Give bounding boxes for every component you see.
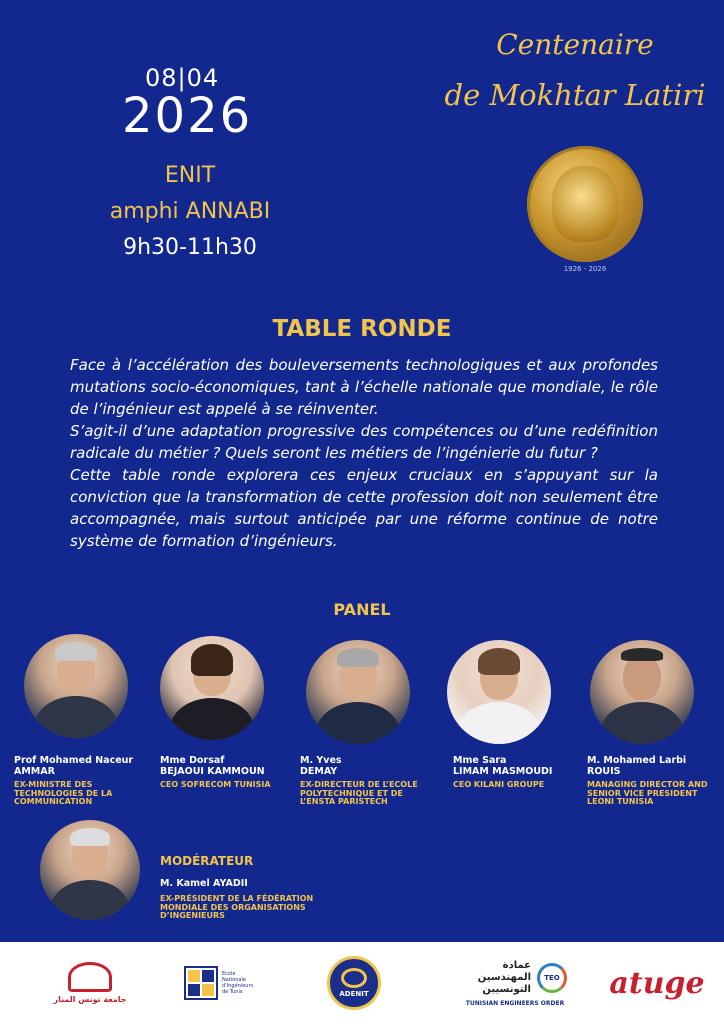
speaker-name-last: AMMAR	[14, 766, 55, 777]
speaker-bejaoui	[160, 755, 290, 790]
speaker-role: EX-DIRECTEUR DE L’ECOLE POLYTECHNIQUE ET DE L’ENSTA PARISTECH	[300, 780, 418, 806]
panel-title: PANEL	[333, 600, 391, 619]
moderator-photo	[40, 820, 140, 920]
moderator-role: EX-PRÉSIDENT DE LA FÉDÉRATION MONDIALE DES ORGANISATIONS D’INGENIEURS	[160, 894, 314, 920]
atuge-text: atuge	[609, 965, 705, 1001]
event-year: 2026	[122, 88, 253, 144]
moderator-title: MODÉRATEUR	[160, 854, 254, 868]
speaker-name-first: M. Mohamed Larbi	[587, 755, 687, 766]
speaker-name-first: Mme Dorsaf	[160, 755, 225, 766]
enit-logo	[180, 952, 260, 1014]
description-paragraph: S’agit-il d’une adaptation progressive des compétences ou d’une redéfinition radicale du métier ? Quels seront les métiers de l’ingénierie du futur ?	[70, 422, 658, 462]
speaker-name-last: LIMAM MASMOUDI	[453, 766, 553, 777]
centenary-line1: Centenaire	[496, 28, 654, 61]
speaker-role: EX-MINISTRE DES TECHNOLOGIES DE LA COMMUNICATION	[14, 780, 113, 806]
speaker-role: MANAGING DIRECTOR AND SENIOR VICE PRESIDENT LEONI TUNISIA	[587, 780, 708, 806]
description-paragraph: Face à l’accélération des bouleversements technologiques et aux profondes mutations socio-économiques, tant à l’échelle nationale que mondiale, le rôle de l’ingénieur est appelé à se réinventer.	[70, 356, 658, 418]
speaker-limam	[453, 755, 573, 790]
description	[70, 354, 658, 552]
speaker-name-first: M. Yves	[300, 755, 342, 766]
logo-footer	[0, 942, 724, 1024]
enit-emblem-icon	[184, 966, 218, 1000]
speaker-photo-limam	[447, 640, 551, 744]
page-title: TABLE RONDE	[272, 316, 452, 342]
adenit-emblem-icon	[327, 956, 381, 1010]
atuge-logo	[609, 952, 705, 1014]
speaker-photo-demay	[306, 640, 410, 744]
moderator-info	[160, 878, 360, 921]
event-day-month: 08|04	[145, 64, 220, 92]
speaker-name-last: DEMAY	[300, 766, 338, 777]
oit-arabic-text: عمادة المهندسين التونسيين	[477, 959, 531, 995]
speaker-photo-bejaoui	[160, 636, 264, 740]
speaker-demay	[300, 755, 440, 807]
event-time: 9h30-11h30	[123, 235, 257, 260]
speaker-name-last: ROUIS	[587, 766, 621, 777]
adenit-logo	[322, 952, 386, 1014]
centenary-line2: de Mokhtar Latiri	[444, 78, 706, 112]
description-paragraph: Cette table ronde explorera ces enjeux cruciaux en s’appuyant sur la conviction que la transformation de cette profession doit non seulement être accompagnée, mais surtout anticipée par une réforme continue de notre système de formation d’ingénieurs.	[70, 466, 658, 550]
adenit-text: ADENIT	[339, 990, 369, 998]
event-venue-room: amphi ANNABI	[109, 199, 271, 224]
medal-face	[552, 166, 618, 242]
tunis-elmanar-emblem-icon	[68, 962, 112, 992]
teo-emblem-icon: TEO	[537, 963, 567, 993]
oit-logo	[455, 952, 575, 1014]
tunis-elmanar-logo	[50, 952, 130, 1014]
event-venue-school: ENIT	[164, 163, 216, 188]
speaker-name-last: BEJAOUI KAMMOUN	[160, 766, 265, 777]
speaker-role: CEO KILANI GROUPE	[453, 780, 545, 789]
speaker-rouis	[587, 755, 717, 807]
speaker-name-first: Prof Mohamed Naceur	[14, 755, 134, 766]
speaker-role: CEO SOFRECOM TUNISIA	[160, 780, 271, 789]
speaker-name-first: Mme Sara	[453, 755, 507, 766]
enit-text: Ecole Nationale d’Ingénieurs de Tunis	[222, 971, 254, 995]
tunis-elmanar-text: جامعة تونس المنار	[53, 995, 127, 1004]
speaker-photo-rouis	[590, 640, 694, 744]
speaker-photo-ammar	[24, 634, 128, 738]
speaker-ammar	[14, 755, 154, 807]
medal-years: 1926 - 2026	[563, 265, 607, 273]
oit-latin-text: TUNISIAN ENGINEERS ORDER	[465, 999, 565, 1007]
moderator-name: M. Kamel AYADII	[160, 878, 248, 889]
